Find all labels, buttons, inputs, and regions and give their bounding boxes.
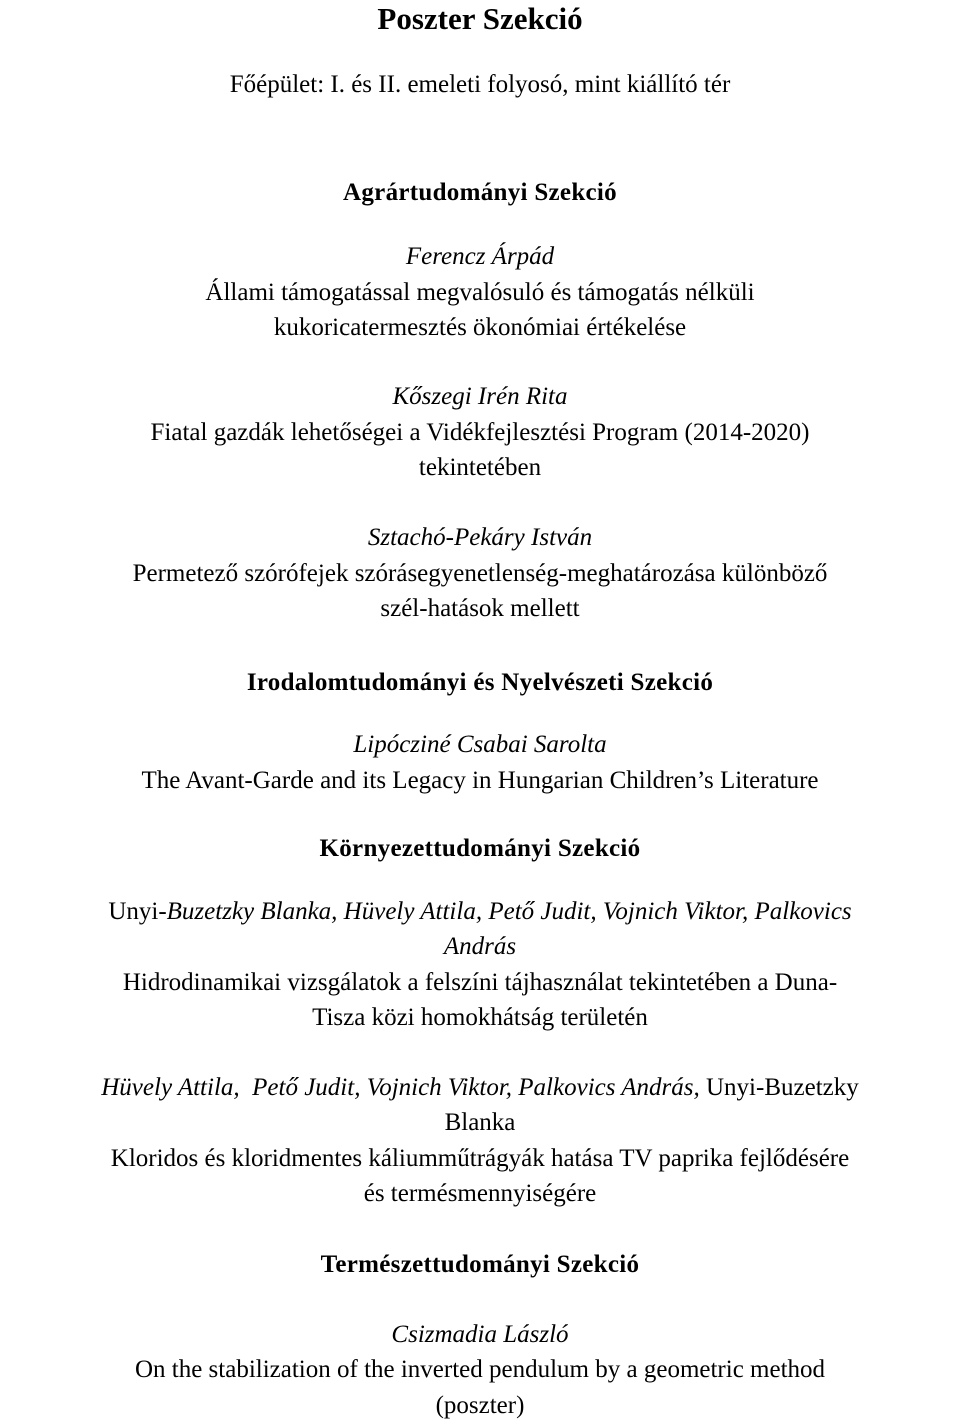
poster-title-line: On the stabilization of the inverted pendulum by a geometric method [134,1356,826,1383]
poster-title-line: The Avant-Garde and its Legacy in Hungarian Children’s Literature [141,767,819,794]
poster-title-line: szél-hatások mellett [380,595,580,622]
poster-title-line: és termésmennyiségére [363,1180,597,1207]
poster-title-line: Permetező szórófejek szórásegyenetlenség-meghatározása különböző [132,560,828,587]
section-heading-agrar: Agrártudományi Szekció [343,179,617,206]
poster-authors-line [0,895,960,929]
poster-title-line: Tisza közi homokhátság területén [312,1004,648,1031]
poster-authors: Ferencz Árpád [405,243,555,270]
poster-title-line: kukoricatermesztés ökonómiai értékelése [273,314,687,341]
poster-authors: Kőszegi Irén Rita [392,383,568,410]
poster-title-line: tekintetében [418,454,542,481]
poster-authors: Csizmadia László [391,1321,569,1348]
author-names-normal: Unyi-Buzetzky [699,1074,859,1101]
section-heading-irodalom: Irodalomtudományi és Nyelvészeti Szekció [246,669,714,696]
page-title: Poszter Szekció [377,1,583,36]
poster-authors-line: Blanka [444,1109,516,1136]
location-text: Főépület: I. és II. emeleti folyosó, mint kiállító tér [229,71,731,98]
poster-authors: Lipócziné Csabai Sarolta [353,731,607,758]
section-heading-termeszet: Természettudományi Szekció [320,1251,640,1278]
poster-title-line: Fiatal gazdák lehetőségei a Vidékfejlesztési Program (2014-2020) [150,419,810,446]
poster-title-line: Hidrodinamikai vizsgálatok a felszíni tájhasználat tekintetében a Duna- [122,969,838,996]
poster-title-line: (poszter) [435,1392,525,1419]
poster-authors-line [0,1071,960,1105]
poster-authors: Sztachó-Pekáry István [367,524,593,551]
poster-title-line: Kloridos és kloridmentes káliumműtrágyák hatása TV paprika fejlődésére [110,1145,850,1172]
poster-title-line: Állami támogatással megvalósuló és támogatás nélküli [205,279,755,306]
section-heading-kornyezet: Környezettudományi Szekció [319,835,641,862]
author-names: Hüvely Attila, Pető Judit, Vojnich Viktor, Palkovics András, [101,1074,700,1101]
author-prefix: Unyi- [108,898,167,925]
poster-authors-line: András [443,933,517,960]
author-names: Buzetzky Blanka, Hüvely Attila, Pető Judit, Vojnich Viktor, Palkovics [166,898,852,925]
